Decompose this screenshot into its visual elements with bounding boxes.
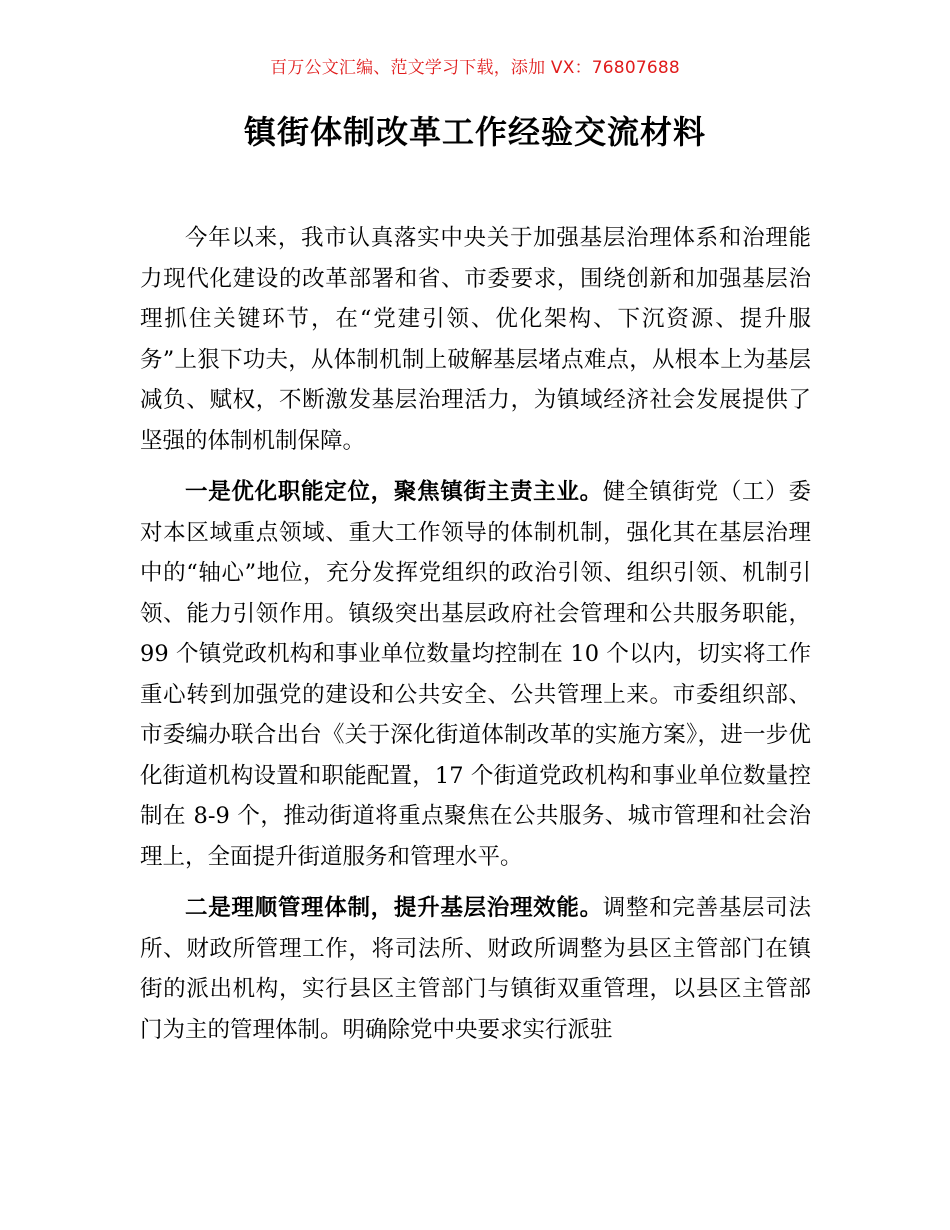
paragraph-text: 今年以来，我市认真落实中央关于加强基层治理体系和治理能力现代化建设的改革部署和省、市委要求，围绕创新和加强基层治理抓住关键环节，在“党建引领、优化架构、下沉资源、提升服务”上狠下功夫，从体制机制上破解基层堵点难点，从根本上为基层减负、赋权，不断激发基层治理活力，为镇域经济社会发展提供了坚强的体制机制保障。: [140, 225, 811, 454]
paragraph-point-two: [140, 888, 811, 1050]
document-body: [140, 218, 811, 1061]
paragraph-intro: [140, 218, 811, 461]
paragraph-lead: 一是优化职能定位，聚焦镇街主责主业。: [185, 479, 603, 505]
watermark-header: 百万公文汇编、范文学习下载，添加 VX：76807688: [270, 58, 680, 78]
paragraph-text: 调整和完善基层司法所、财政所管理工作，将司法所、财政所调整为县区主管部门在镇街的派出机构，实行县区主管部门与镇街双重管理，以县区主管部门为主的管理体制。明确除党中央要求实行派驻: [140, 895, 811, 1043]
document-title: 镇街体制改革工作经验交流材料: [243, 113, 706, 151]
paragraph-text: 健全镇街党（工）委对本区域重点领域、重大工作领导的体制机制，强化其在基层治理中的“轴心”地位，充分发挥党组织的政治引领、组织引领、机制引领、能力引领作用。镇级突出基层政府社会管理和公共服务职能，99 个镇党政机构和事业单位数量均控制在 10 个以内，切实将工作重心转到加强党的建设和公共安全、公共管理上来。市委组织部、市委编办联合出台《关于深化街道体制改革的实施方案》，进一步优化街道机构设置和职能配置，17 个街道党政机构和事业单位数量控制在 8-9 个，推动街道将重点聚焦在公共服务、城市管理和社会治理上，全面提升街道服务和管理水平。: [140, 479, 811, 870]
paragraph-point-one: [140, 472, 811, 877]
paragraph-lead: 二是理顺管理体制，提升基层治理效能。: [185, 895, 603, 921]
